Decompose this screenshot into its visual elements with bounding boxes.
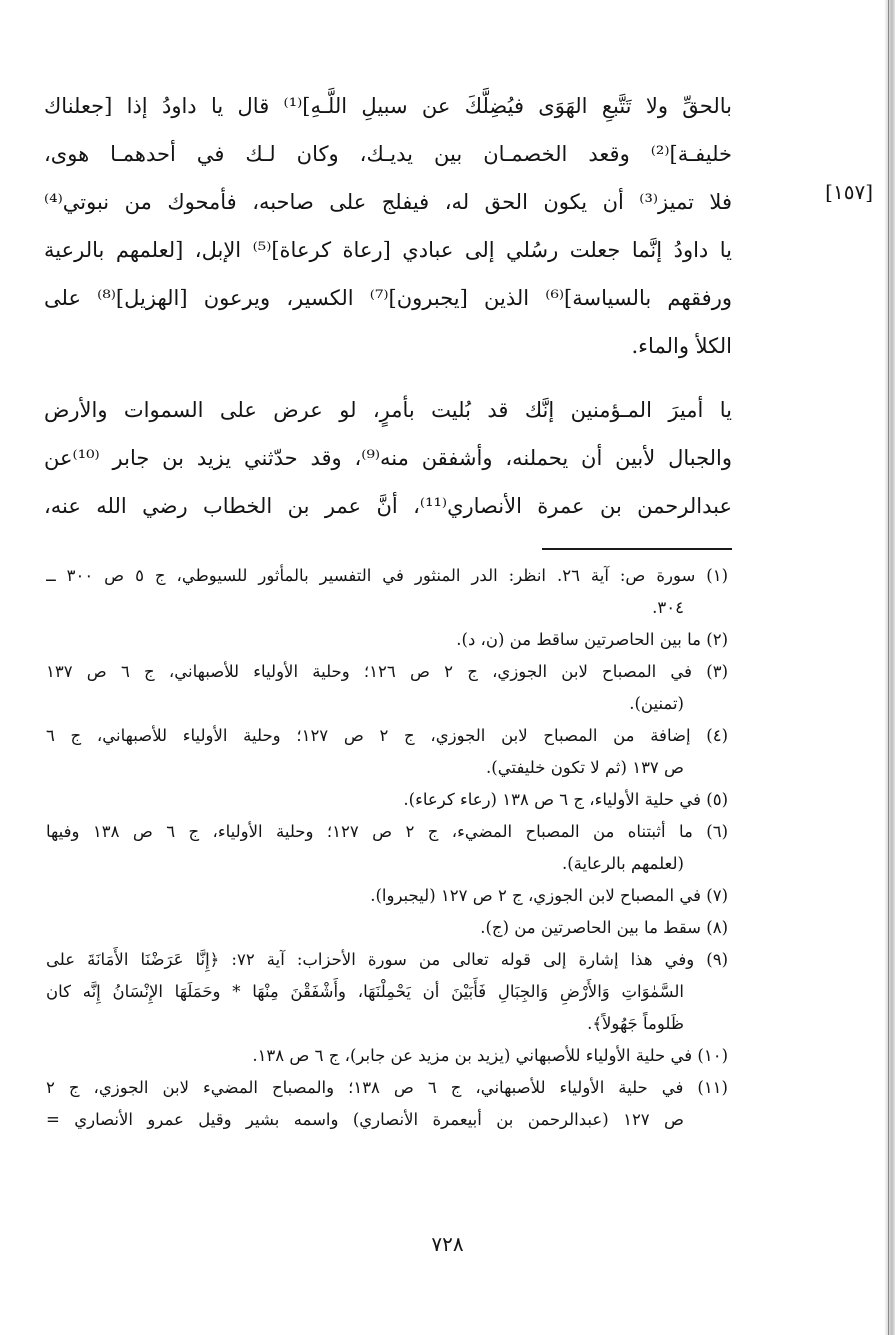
footnote-2 bbox=[46, 624, 728, 656]
footnote-line: (٥) في حلية الأولياء، ج ٦ ص ١٣٨ (رعاء كرعاء). bbox=[403, 790, 728, 809]
footnote-4 bbox=[46, 720, 728, 784]
footnote-line: (تمنين). bbox=[629, 694, 684, 713]
page-edge-line bbox=[888, 0, 889, 1335]
footnote-line: ص ١٢٧ (عبدالرحمن بن أبيعمرة الأنصاري) واسمه بشير وقيل عمرو الأنصاري = bbox=[46, 1110, 684, 1129]
text-line: يا داودُ إنَّما جعلت رسُلي إلى عبادي [رعاة كرعاة]⁽⁵⁾ الإبل، [لعلمهم بالرعية bbox=[44, 238, 732, 262]
footnote-separator bbox=[542, 548, 732, 550]
footnote-line: (١٠) في حلية الأولياء للأصبهاني (يزيد بن مزيد عن جابر)، ج ٦ ص ١٣٨. bbox=[252, 1046, 728, 1065]
footnote-line: ٣٠٤. bbox=[652, 598, 684, 617]
text-line: ورفقهم بالسياسة]⁽⁶⁾ الذين [يجبرون]⁽⁷⁾ الكسير، ويرعون [الهزيل]⁽⁸⁾ على bbox=[44, 286, 732, 310]
paragraph-1 bbox=[44, 82, 732, 370]
text-line: يا أميرَ المـؤمنين إنَّك قد بُليت بأمرٍ، لو عرض على السموات والأرض bbox=[44, 398, 732, 422]
footnote-line: (٣) في المصباح لابن الجوزي، ج ٢ ص ١٢٦؛ وحلية الأولياء للأصبهاني، ج ٦ ص ١٣٧ bbox=[46, 662, 728, 681]
footnote-line: السَّمٰوَاتِ وَالأَرْضِ وَالجِبَالِ فَأَبَيْنَ أن يَحْمِلْنَهَا، وأَشْفَقْنَ مِنْهَا * وحَمَلَهَا الإِنْسَانُ إِنَّه كان bbox=[46, 982, 684, 1001]
footnote-5 bbox=[46, 784, 728, 816]
footnote-1 bbox=[46, 560, 728, 624]
page-number: ٧٢٨ bbox=[431, 1232, 464, 1256]
page-edge-shadow bbox=[885, 0, 895, 1335]
footnote-8 bbox=[46, 912, 728, 944]
footnote-9 bbox=[46, 944, 728, 1040]
paragraph-gap bbox=[44, 370, 732, 386]
footnote-line: (٧) في المصباح لابن الجوزي، ج ٢ ص ١٢٧ (ليجبروا). bbox=[370, 886, 728, 905]
footnote-line: (لعلمهم بالرعاية). bbox=[561, 854, 684, 873]
text-line: الكلأ والماء. bbox=[631, 334, 732, 358]
footnote-line: (٤) إضافة من المصباح لابن الجوزي، ج ٢ ص ١٢٧؛ وحلية الأولياء للأصبهاني، ج ٦ bbox=[46, 726, 728, 745]
footnotes bbox=[46, 560, 728, 1136]
footnote-10 bbox=[46, 1040, 728, 1072]
footnote-line: (٢) ما بين الحاصرتين ساقط من (ن، د). bbox=[456, 630, 728, 649]
text-line: عبدالرحمن بن عمرة الأنصاري⁽¹¹⁾، أنَّ عمر بن الخطاب رضي الله عنه، bbox=[44, 494, 732, 518]
footnote-line: ظَلوماً جَهُولاً﴾. bbox=[587, 1014, 684, 1033]
footnote-line: (١١) في حلية الأولياء للأصبهاني، ج ٦ ص ١٣٨؛ والمصباح المضيء لابن الجوزي، ج ٢ bbox=[46, 1078, 728, 1097]
footnote-line: (١) سورة ص: آية ٢٦. انظر: الدر المنثور في التفسير بالمأثور للسيوطي، ج ٥ ص ٣٠٠ ــ bbox=[46, 566, 728, 585]
text-line: بالحقِّ ولا تَتَّبعِ الهَوَى فيُضِلَّكَ عن سبيلِ اللَّـهِ]⁽¹⁾ قال يا داودُ إذا [جعلناك bbox=[44, 94, 732, 118]
footnote-7 bbox=[46, 880, 728, 912]
paragraph-2 bbox=[44, 386, 732, 530]
text-line: فلا تميز⁽³⁾ أن يكون الحق له، فيفلج على صاحبه، فأمحوك من نبوتي⁽⁴⁾ bbox=[44, 190, 732, 214]
footnote-line: (٨) سقط ما بين الحاصرتين من (ج). bbox=[480, 918, 728, 937]
main-text bbox=[44, 82, 732, 530]
footnote-3 bbox=[46, 656, 728, 720]
footnote-6 bbox=[46, 816, 728, 880]
footnote-line: (٩) وفي هذا إشارة إلى قوله تعالى من سورة الأحزاب: آية ٧٢: ﴿إِنَّا عَرَضْنَا الأَمَانَةَ على bbox=[46, 950, 728, 969]
footnote-line: (٦) ما أثبتناه من المصباح المضيء، ج ٢ ص ١٢٧؛ وحلية الأولياء، ج ٦ ص ١٣٨ وفيها bbox=[46, 822, 728, 841]
footnote-line: ص ١٣٧ (ثم لا تكون خليفتي). bbox=[486, 758, 684, 777]
footnote-11 bbox=[46, 1072, 728, 1136]
text-line: خليفـة]⁽²⁾ وقعد الخصمـان بين يديـك، وكان لـك في أحدهمـا هوى، bbox=[44, 142, 732, 166]
text-line: والجبال لأبين أن يحملنه، وأشفقن منه⁽⁹⁾، وقد حدّثني يزيد بن جابر ⁽¹⁰⁾عن bbox=[44, 446, 732, 470]
margin-reference: [١٥٧] bbox=[825, 180, 873, 204]
